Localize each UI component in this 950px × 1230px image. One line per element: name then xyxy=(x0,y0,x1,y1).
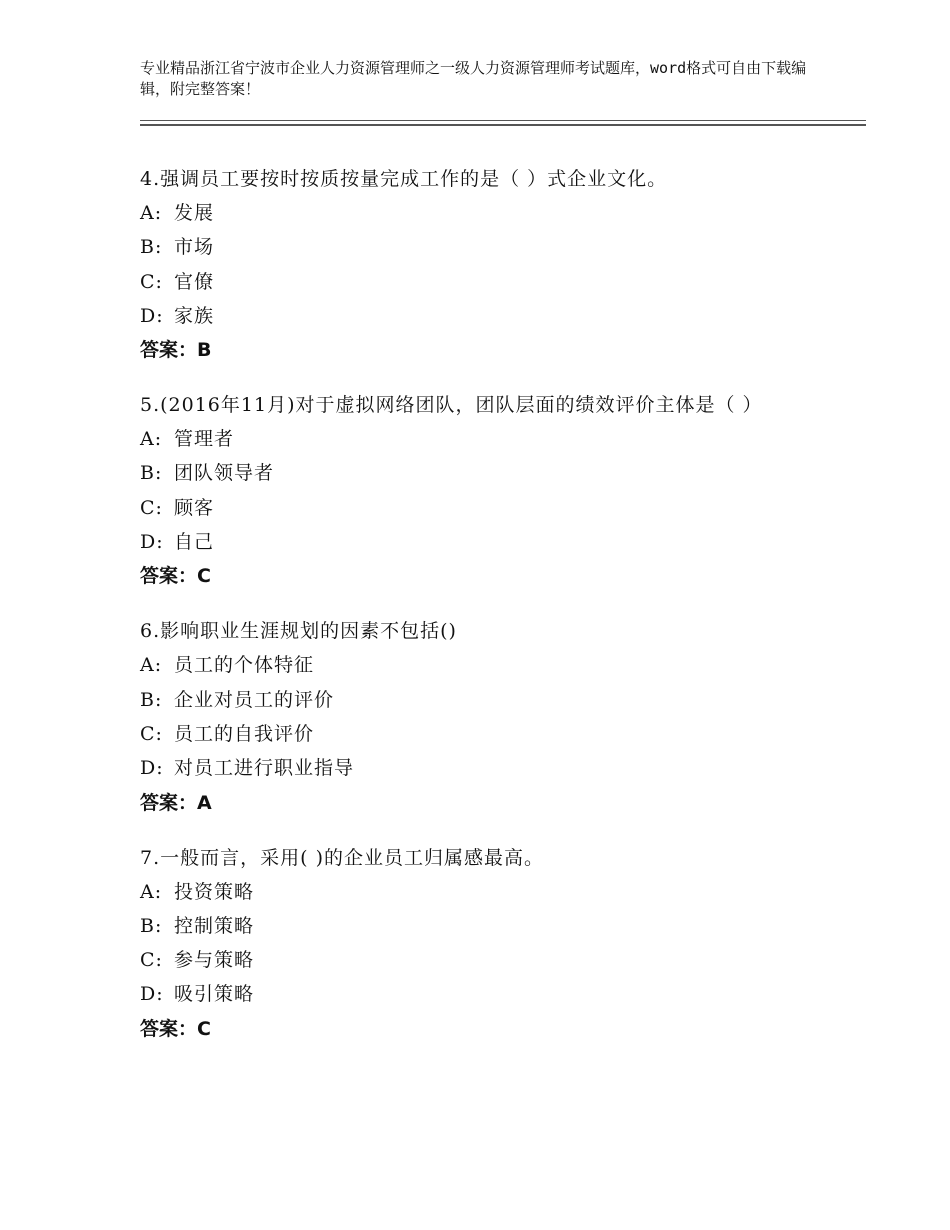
option-text: 自己 xyxy=(174,531,215,554)
option-text: 发展 xyxy=(174,202,215,224)
option-text: 官僚 xyxy=(174,270,215,293)
option-letter: A: xyxy=(140,654,163,677)
option-text: 员工的个体特征 xyxy=(174,654,315,677)
option-letter: B: xyxy=(140,236,163,259)
option-d xyxy=(140,977,830,1011)
option-text: 管理者 xyxy=(174,428,235,451)
document-header: 专业精品浙江省宁波市企业人力资源管理师之一级人力资源管理师考试题库，word格式可自由下载编辑，附完整答案！ xyxy=(140,59,807,98)
answer-line: 答案：B xyxy=(140,339,212,362)
option-text: 市场 xyxy=(174,236,215,259)
answer-line: 答案：C xyxy=(140,565,211,588)
option-letter: C: xyxy=(140,949,163,972)
question-text: 5.(2016年11月)对于虚拟网络团队，团队层面的绩效评价主体是（ ） xyxy=(140,394,763,417)
question-4 xyxy=(140,163,830,367)
question-6 xyxy=(140,615,830,819)
option-c xyxy=(140,717,830,751)
option-a xyxy=(140,422,830,456)
option-d xyxy=(140,751,830,785)
question-list xyxy=(140,163,830,1068)
header-divider xyxy=(140,120,866,126)
option-a xyxy=(140,875,830,909)
option-letter: C: xyxy=(140,270,163,293)
option-c xyxy=(140,491,830,525)
option-text: 参与策略 xyxy=(174,949,255,972)
option-letter: D: xyxy=(140,983,164,1006)
option-text: 家族 xyxy=(174,304,215,327)
option-b xyxy=(140,230,830,264)
option-a xyxy=(140,648,830,682)
question-text: 6.影响职业生涯规划的因素不包括() xyxy=(140,620,457,643)
option-c xyxy=(140,265,830,299)
option-b xyxy=(140,909,830,943)
option-letter: B: xyxy=(140,462,163,485)
option-d xyxy=(140,299,830,333)
option-letter: A: xyxy=(140,428,163,451)
option-text: 控制策略 xyxy=(174,914,255,937)
question-text: 4.强调员工要按时按质按量完成工作的是（ ）式企业文化。 xyxy=(140,168,668,190)
answer-line: 答案：A xyxy=(140,791,212,814)
option-letter: C: xyxy=(140,722,163,745)
option-c xyxy=(140,943,830,977)
option-text: 对员工进行职业指导 xyxy=(174,757,355,780)
option-letter: D: xyxy=(140,531,164,554)
option-text: 投资策略 xyxy=(174,880,255,903)
question-text: 7.一般而言，采用( )的企业员工归属感最高。 xyxy=(140,846,544,869)
option-text: 企业对员工的评价 xyxy=(174,688,335,711)
option-a xyxy=(140,196,830,230)
option-letter: D: xyxy=(140,304,164,327)
option-letter: B: xyxy=(140,914,163,937)
question-7 xyxy=(140,842,830,1046)
option-text: 吸引策略 xyxy=(174,983,255,1006)
option-letter: C: xyxy=(140,496,163,519)
option-text: 团队领导者 xyxy=(174,462,275,485)
option-d xyxy=(140,525,830,559)
option-letter: A: xyxy=(140,880,163,903)
option-text: 顾客 xyxy=(174,496,215,519)
answer-line: 答案：C xyxy=(140,1017,211,1040)
option-letter: B: xyxy=(140,688,163,711)
option-letter: D: xyxy=(140,757,164,780)
option-b xyxy=(140,683,830,717)
option-text: 员工的自我评价 xyxy=(174,722,315,745)
question-5 xyxy=(140,389,830,593)
option-b xyxy=(140,456,830,490)
option-letter: A: xyxy=(140,202,163,224)
